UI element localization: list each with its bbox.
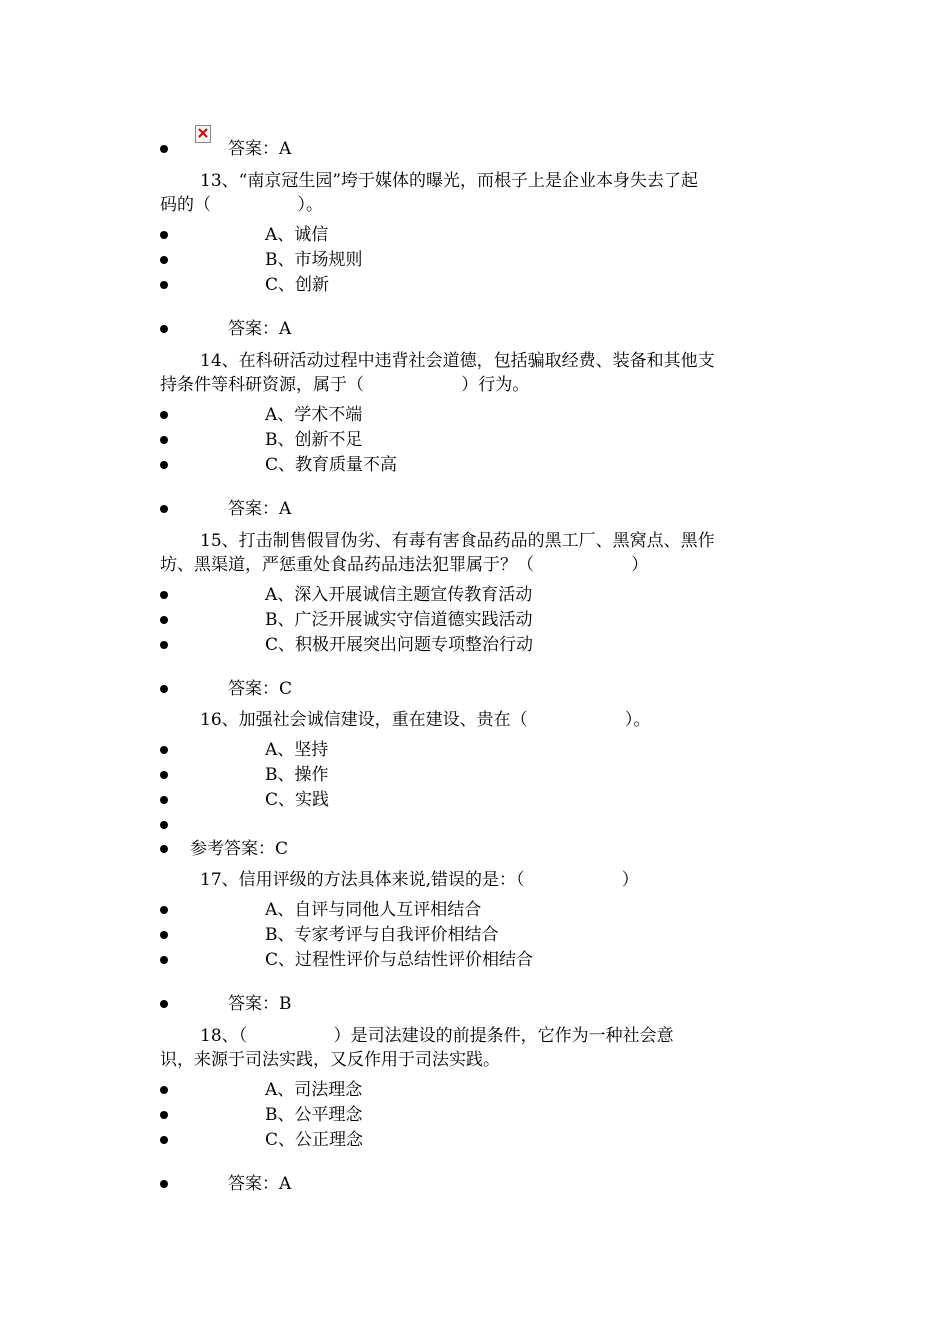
bullet	[160, 1000, 168, 1008]
answer-16: 参考答案：C	[190, 839, 289, 859]
question-15-line-2: 坊、黑渠道，严惩重处食品药品违法犯罪属于？（ ）	[160, 555, 649, 575]
question-14-line-2: 持条件等科研资源，属于（ ）行为。	[160, 375, 530, 395]
bullet	[160, 956, 168, 964]
answer-17: 答案：B	[228, 994, 292, 1014]
bullet	[160, 1111, 168, 1119]
bullet	[160, 746, 168, 754]
bullet-empty	[160, 821, 168, 829]
bullet	[160, 845, 168, 853]
bullet	[160, 1136, 168, 1144]
bullet	[160, 906, 168, 914]
bullet	[160, 411, 168, 419]
option-16-c: C、实践	[265, 790, 330, 810]
option-15-b: B、广泛开展诚实守信道德实践活动	[265, 610, 533, 630]
bullet	[160, 796, 168, 804]
option-14-c: C、教育质量不高	[265, 455, 398, 475]
option-13-c: C、创新	[265, 275, 330, 295]
bullet	[160, 281, 168, 289]
question-16-line-1: 16、加强社会诚信建设，重在建设、贵在（ ）。	[200, 710, 651, 730]
answer-13: 答案：A	[228, 319, 292, 339]
option-17-a: A、自评与同他人互评相结合	[265, 900, 482, 920]
question-18-line-1: 18、（ ）是司法建设的前提条件，它作为一种社会意	[200, 1026, 674, 1046]
bullet	[160, 771, 168, 779]
bullet	[160, 931, 168, 939]
bullet	[160, 616, 168, 624]
answer-12: 答案：A	[228, 139, 292, 159]
bullet	[160, 1086, 168, 1094]
question-17-line-1: 17、信用评级的方法具体来说,错误的是：（ ）	[200, 870, 639, 890]
option-17-c: C、过程性评价与总结性评价相结合	[265, 950, 534, 970]
bullet	[160, 505, 168, 513]
option-16-a: A、坚持	[265, 740, 329, 760]
bullet	[160, 641, 168, 649]
answer-15: 答案：C	[228, 679, 293, 699]
option-15-c: C、积极开展突出问题专项整治行动	[265, 635, 534, 655]
option-13-a: A、诚信	[265, 225, 329, 245]
option-18-c: C、公正理念	[265, 1130, 364, 1150]
bullet	[160, 256, 168, 264]
question-13-line-1: 13、“南京冠生园”垮于媒体的曝光，而根子上是企业本身失去了起	[200, 171, 699, 191]
broken-image-icon	[195, 125, 211, 143]
question-18-line-2: 识，来源于司法实践，又反作用于司法实践。	[160, 1050, 500, 1070]
question-15-line-1: 15、打击制售假冒伪劣、有毒有害食品药品的黑工厂、黑窝点、黑作	[200, 531, 715, 551]
bullet	[160, 591, 168, 599]
answer-14: 答案：A	[228, 499, 292, 519]
option-15-a: A、深入开展诚信主题宣传教育活动	[265, 585, 533, 605]
option-14-a: A、学术不端	[265, 405, 363, 425]
option-13-b: B、市场规则	[265, 250, 363, 270]
bullet	[160, 145, 168, 153]
option-16-b: B、操作	[265, 765, 329, 785]
option-14-b: B、创新不足	[265, 430, 363, 450]
option-18-b: B、公平理念	[265, 1105, 363, 1125]
question-14-line-1: 14、在科研活动过程中违背社会道德，包括骗取经费、装备和其他支	[200, 351, 715, 371]
option-18-a: A、司法理念	[265, 1080, 363, 1100]
bullet	[160, 325, 168, 333]
bullet	[160, 436, 168, 444]
bullet	[160, 1180, 168, 1188]
bullet	[160, 461, 168, 469]
option-17-b: B、专家考评与自我评价相结合	[265, 925, 499, 945]
bullet	[160, 685, 168, 693]
bullet	[160, 231, 168, 239]
answer-18: 答案：A	[228, 1174, 292, 1194]
question-13-line-2: 码的（ ）。	[160, 195, 323, 215]
